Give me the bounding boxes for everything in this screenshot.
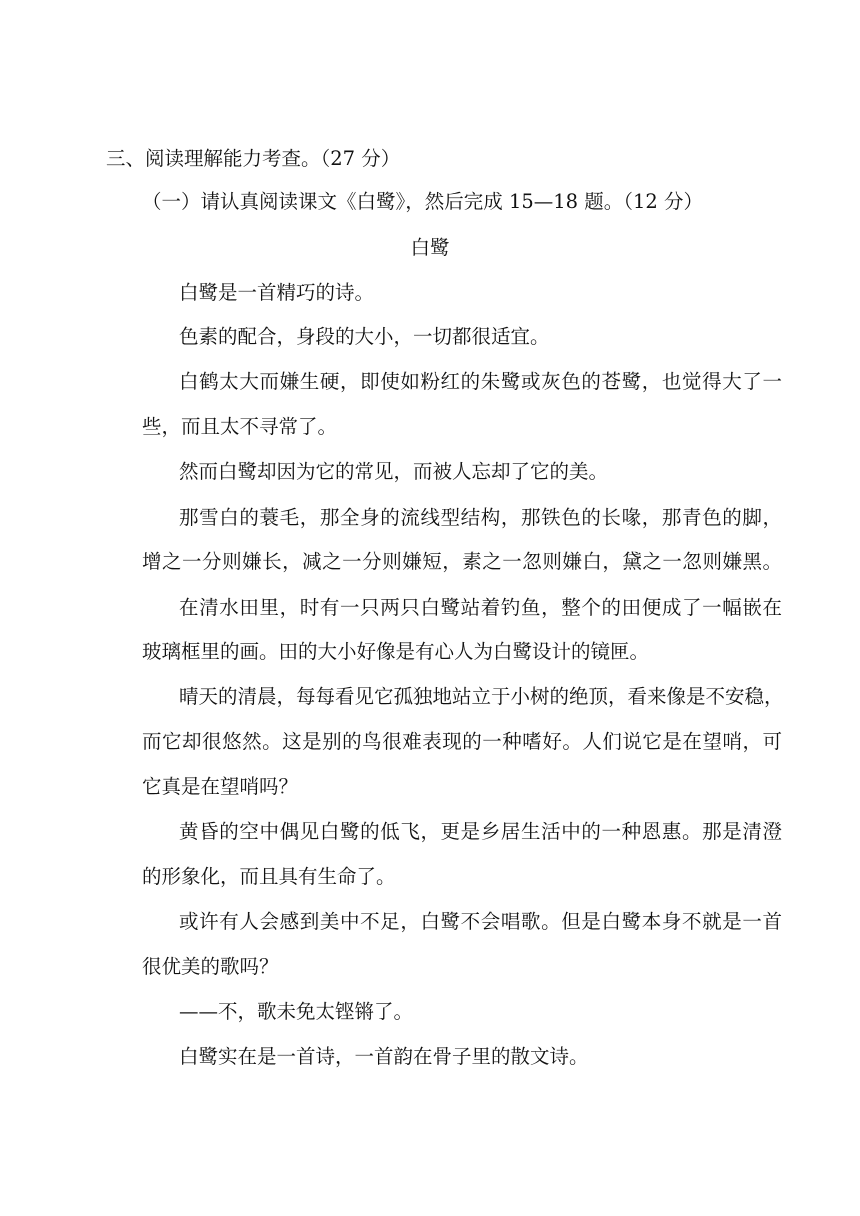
paragraph-line: 很优美的歌吗？: [142, 955, 279, 978]
paragraph-line: 色素的配合，身段的大小，一切都很适宜。: [179, 325, 550, 348]
paragraph-line: ——不，歌未免太铿锵了。: [179, 1000, 414, 1023]
paragraph-line: 白鹭实在是一首诗，一首韵在骨子里的散文诗。: [179, 1045, 589, 1068]
paragraph-line: 在清水田里，时有一只两只白鹭站着钓鱼，整个的田便成了一幅嵌在: [179, 596, 782, 619]
paragraph-line: 白鹤太大而嫌生硬，即使如粉红的朱鹭或灰色的苍鹭，也觉得大了一: [179, 370, 782, 393]
paragraph-line: 增之一分则嫌长，减之一分则嫌短，素之一忽则嫌白，黛之一忽则嫌黑。: [142, 550, 782, 573]
paragraph-line: 玻璃框里的画。田的大小好像是有心人为白鹭设计的镜匣。: [142, 640, 650, 663]
paragraph-line: 或许有人会感到美中不足，白鹭不会唱歌。但是白鹭本身不就是一首: [179, 910, 782, 933]
paragraph-line: 然而白鹭却因为它的常见，而被人忘却了它的美。: [179, 460, 609, 483]
paragraph-line: 些，而且太不寻常了。: [142, 415, 338, 438]
paragraph-line: 白鹭是一首精巧的诗。: [179, 281, 375, 304]
paragraph-line: 那雪白的蓑毛，那全身的流线型结构，那铁色的长喙，那青色的脚，: [179, 506, 782, 529]
paragraph-line: 晴天的清晨，每每看见它孤独地站立于小树的绝顶，看来像是不安稳，: [179, 685, 784, 708]
paragraph-line: 的形象化，而且具有生命了。: [142, 865, 396, 888]
paragraph-line: 而它却很悠然。这是别的鸟很难表现的一种嗜好。人们说它是在望哨，可: [142, 730, 782, 753]
paragraph-line: 黄昏的空中偶见白鹭的低飞，更是乡居生活中的一种恩惠。那是清澄: [179, 820, 782, 843]
section-heading: 三、阅读理解能力考查。（27 分）: [106, 147, 401, 170]
paragraph-line: 它真是在望哨吗？: [142, 775, 299, 798]
passage-title: 白鹭: [410, 236, 450, 259]
sub-heading: （一）请认真阅读课文《白鹭》，然后完成 15—18 题。（12 分）: [142, 190, 704, 213]
